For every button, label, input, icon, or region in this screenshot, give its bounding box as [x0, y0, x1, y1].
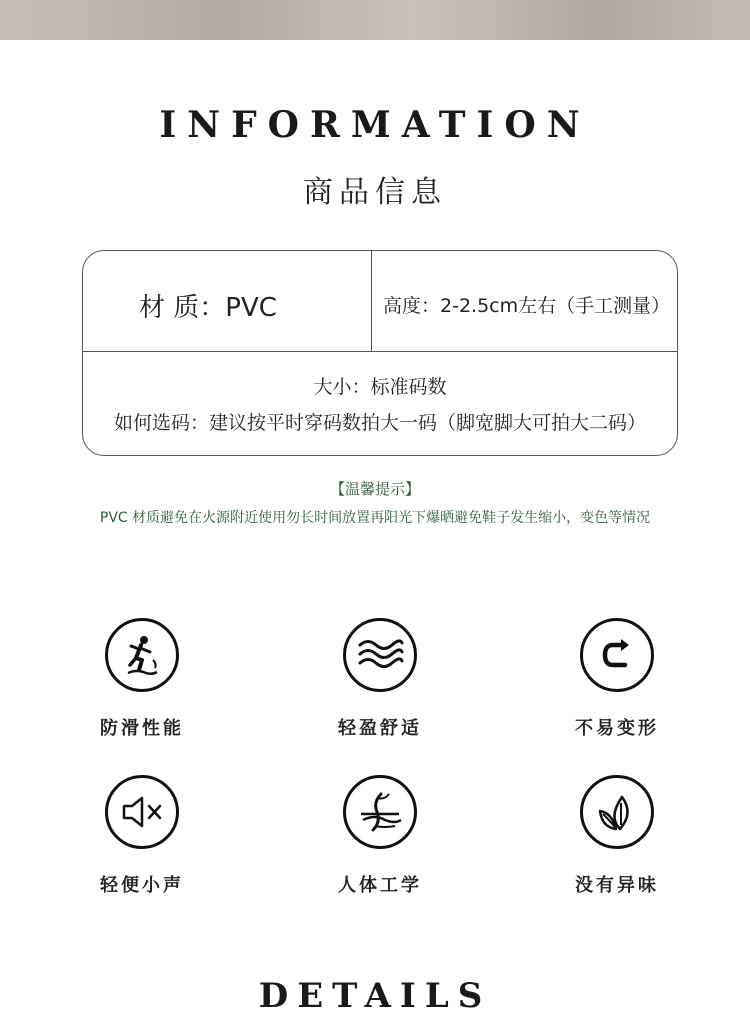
feature-label: 轻盈舒适 [338, 718, 422, 739]
feature-label: 防滑性能 [100, 718, 184, 739]
section-title-cn: 商品信息 [303, 175, 447, 210]
top-photo-strip [0, 0, 750, 40]
tip-title: 【温馨提示】 [329, 480, 420, 498]
height-cell: 高度：2-2.5cm左右（手工测量） [383, 295, 671, 317]
feature-quiet [62, 775, 222, 897]
section-title-en: INFORMATION [159, 104, 591, 146]
product-info-table [82, 250, 678, 456]
foot-ergonomic-icon [343, 775, 417, 849]
wave-icon [343, 618, 417, 692]
feature-label: 轻便小声 [100, 875, 184, 896]
tip-text: PVC 材质避免在火源附近使用勿长时间放置再阳光下爆晒避免鞋子发生缩小，变色等情况 [99, 510, 651, 526]
feature-label: 没有异味 [575, 875, 659, 896]
feature-no-deform [537, 618, 697, 740]
divider-vertical [371, 251, 372, 351]
material-cell: 材 质：PVC [139, 293, 277, 323]
size-text: 大小：标准码数 [313, 376, 447, 398]
leaf-icon [580, 775, 654, 849]
return-arrow-icon [580, 618, 654, 692]
mute-speaker-icon [105, 775, 179, 849]
details-title: DETAILS [258, 976, 492, 1016]
how-to-choose-text: 如何选码：建议按平时穿码数拍大一码（脚宽脚大可拍大二码） [113, 412, 646, 434]
anti-slip-icon [105, 618, 179, 692]
feature-ergonomic [300, 775, 460, 897]
feature-lightweight [300, 618, 460, 740]
feature-anti-slip [62, 618, 222, 740]
feature-label: 不易变形 [575, 718, 659, 739]
feature-odorless [537, 775, 697, 897]
divider-horizontal [83, 351, 677, 352]
feature-label: 人体工学 [338, 875, 422, 896]
